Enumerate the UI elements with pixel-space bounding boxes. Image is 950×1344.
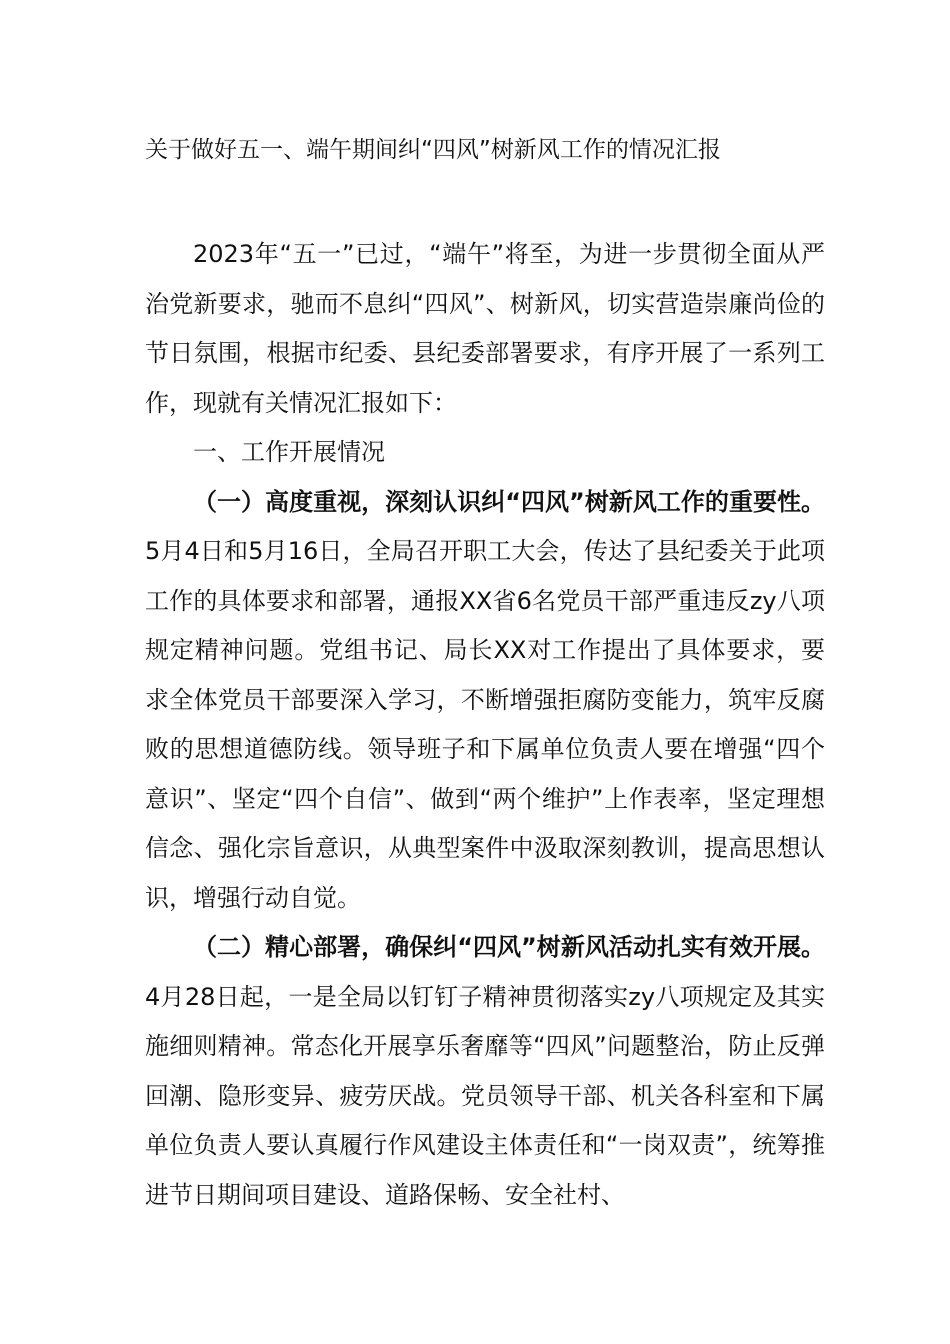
intro-paragraph: 2023年“五一”已过，“端午”将至，为进一步贯彻全面从严治党新要求，驰而不息纠“四风”、树新风，切实营造崇廉尚俭的节日氛围，根据市纪委、县纪委部署要求，有序开展了一系列工作，现就有关情况汇报如下： — [145, 240, 825, 417]
subsection-1-body: 5月4日和5月16日，全局召开职工大会，传达了县纪委关于此项工作的具体要求和部署，通报XX省6名党员干部严重违反zy八项规定精神问题。党组书记、局长XX对工作提出了具体要求，要求全体党员干部要深入学习，不断增强拒腐防变能力，筑牢反腐败的思想道德防线。领导班子和下属单位负责人要在增强“四个意识”、坚定“四个自信”、做到“两个维护”上作表率，坚定理想信念、强化宗旨意识，从典型案件中汲取深刻教训，提高思想认识，增强行动自觉。 — [145, 537, 825, 912]
document-title: 关于做好五一、端午期间纠“四风”树新风工作的情况汇报 — [145, 137, 721, 163]
subsection-1 — [145, 478, 825, 924]
section-heading: 一、工作开展情况 — [193, 438, 385, 466]
subsection-2 — [145, 923, 825, 1220]
document-body — [145, 230, 825, 1220]
subsection-1-heading: （一）高度重视，深刻认识纠“四风”树新风工作的重要性。 — [193, 487, 825, 516]
subsection-2-body: 4月28日起，一是全局以钉钉子精神贯彻落实zy八项规定及其实施细则精神。常态化开展享乐奢靡等“四风”问题整治，防止反弹回潮、隐形变异、疲劳厌战。党员领导干部、机关各科室和下属单位负责人要认真履行作风建设主体责任和“一岗双责”，统筹推进节日期间项目建设、道路保畅、安全社村、 — [145, 982, 825, 1209]
subsection-2-heading: （二）精心部署，确保纠“四风”树新风活动扎实有效开展。 — [193, 933, 825, 961]
